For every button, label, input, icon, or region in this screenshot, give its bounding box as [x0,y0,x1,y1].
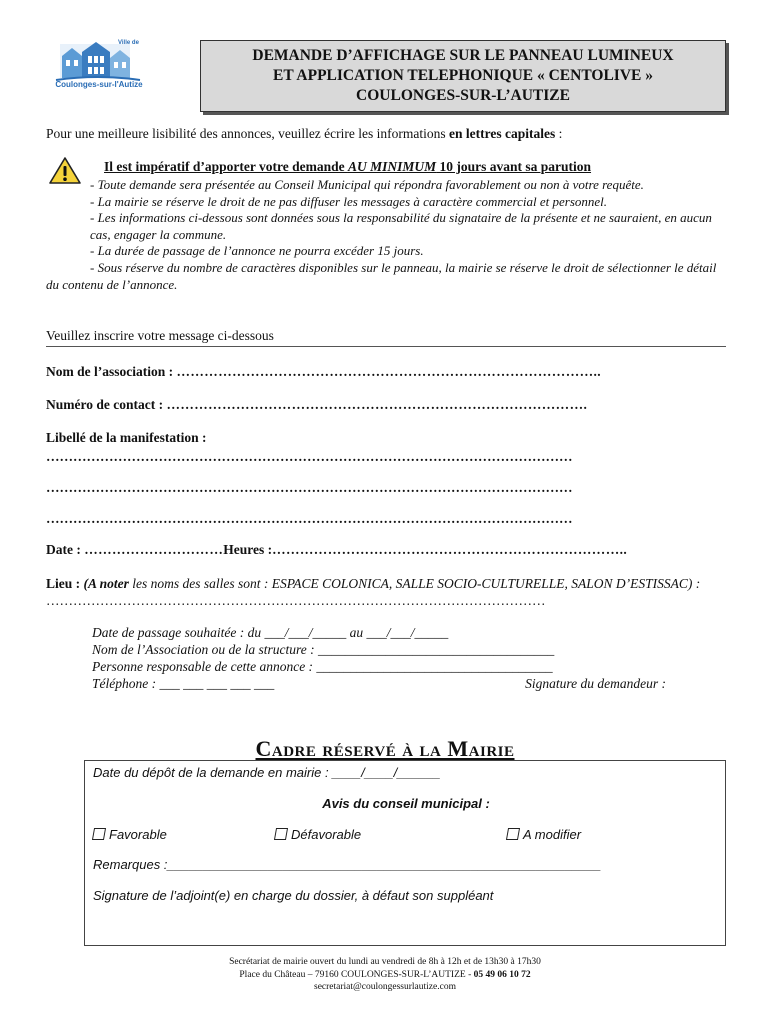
imperatif-after: 10 jours avant sa parution [436,159,592,174]
telephone-field[interactable]: Téléphone : ___ ___ ___ ___ ___ [92,676,275,691]
footer-address: Place du Château – 79160 COULONGES-SUR-L’AUTIZE - [239,969,474,980]
rule-item: - Sous réserve du nombre de caractères disponibles sur le panneau, la mairie se réserve le droit de sélectionner le détail du contenu de l’annonce. [46,259,717,292]
libelle-line-1[interactable]: ……………………………………………………………………………………………………… [46,449,573,464]
footer-phone: 05 49 06 10 72 [473,969,531,980]
title-line-2: ET APPLICATION TELEPHONIQUE « CENTOLIVE » [273,67,653,84]
rule-item: - La durée de passage de l’annonce ne pourra excéder 15 jours. [90,243,424,259]
personne-responsable-field[interactable]: Personne responsable de cette annonce : ___________________________________ [92,659,553,674]
remarques-field[interactable]: Remarques :____________________________________________________________ [93,857,602,872]
intro-text [46,126,562,142]
message-prompt: Veuillez inscrire votre message ci-dessous [46,328,726,347]
modifier-label: A modifier [523,827,582,842]
libelle-line-3[interactable]: ……………………………………………………………………………………………………… [46,511,573,526]
contact-dots: ………………………………………………………………………………. [166,397,588,412]
avis-heading: Avis du conseil municipal : [322,796,490,811]
date-label: Date : [46,542,85,557]
cadre-box [84,760,726,946]
contact-label: Numéro de contact : [46,397,167,412]
intro-bold: en lettres capitales [449,126,556,141]
rule-item: - Toute demande sera présentée au Conseil Municipal qui répondra favorablement ou non à votre requête. [90,177,644,192]
favorable-option[interactable] [93,827,167,842]
imperatif-notice [104,159,591,175]
defavorable-checkbox[interactable] [274,828,288,840]
signature-adjoint: Signature de l’adjoint(e) en charge du dossier, à défaut son suppléant [93,888,494,903]
libelle-line-2[interactable]: ……………………………………………………………………………………………………… [46,480,573,495]
association-field[interactable] [46,364,601,380]
lieu-dots: ………………………………………………………………………………………………… [46,593,546,608]
details-block [92,624,672,692]
rule-item: - Les informations ci-dessous sont données sous la responsabilité du signataire de la présente et ne sauraient, en aucun cas, engager la commune. [90,210,712,242]
depot-date-field[interactable]: Date du dépôt de la demande en mairie : ____/____/______ [93,765,441,780]
footer-email[interactable]: secretariat@coulongessurlautize.com [314,982,456,992]
libelle-label: Libellé de la manifestation : [46,430,207,445]
date-passage-field[interactable]: Date de passage souhaitée : du ___/___/_____ au ___/___/_____ [92,625,449,640]
footer-hours: Secrétariat de mairie ouvert du lundi au vendredi de 8h à 12h et de 13h30 à 17h30 [229,957,541,967]
defavorable-option[interactable] [275,827,361,842]
logo-ville-de: Ville de [118,40,139,46]
heures-dots: ………………………………………………………………….. [272,542,628,557]
cadre-title: Cadre réservé à la Mairie [255,736,515,761]
intro-end: : [555,126,563,141]
imperatif-before: Il est impératif d’apporter votre demande [104,159,348,174]
modifier-option[interactable] [507,827,581,842]
defavorable-label: Défavorable [291,827,362,842]
footer [0,956,770,994]
title-line-3: COULONGES-SUR-L’AUTIZE [356,87,570,104]
favorable-checkbox[interactable] [92,828,106,840]
heures-label: Heures : [223,542,273,557]
rule-item: - La mairie se réserve le droit de ne pas diffuser les messages à caractère commercial et personnel. [90,193,608,209]
nom-association-field[interactable]: Nom de l’Association ou de la structure : ___________________________________ [92,642,555,657]
title-line-1: DEMANDE D’AFFICHAGE SUR LE PANNEAU LUMINEUX [252,47,674,64]
association-label: Nom de l’association : [46,364,177,379]
logo-caption: Coulonges-sur-l'Autize [55,80,143,89]
date-heures-field[interactable] [46,542,627,558]
document-title [200,40,726,112]
intro-main: Pour une meilleure lisibilité des annonces, veuillez écrire les informations [46,126,450,141]
lieu-note: les noms des salles sont : ESPACE COLONICA, SALLE SOCIO-CULTURELLE, SALON D’ESTISSAC) : [128,576,701,591]
rules-list [46,177,726,293]
lieu-label: Lieu : [46,576,84,591]
signature-demandeur: Signature du demandeur : [525,676,666,691]
favorable-label: Favorable [109,827,167,842]
lieu-field[interactable] [46,575,726,609]
association-dots: ……………………………………………………………………………….. [176,364,602,379]
modifier-checkbox[interactable] [506,828,520,840]
lieu-note-bold: (A noter [83,576,129,591]
contact-field[interactable] [46,397,587,413]
footer-address-line [0,969,770,982]
imperatif-italic: AU MINIMUM [347,159,437,174]
date-dots: ………………………… [84,542,224,557]
